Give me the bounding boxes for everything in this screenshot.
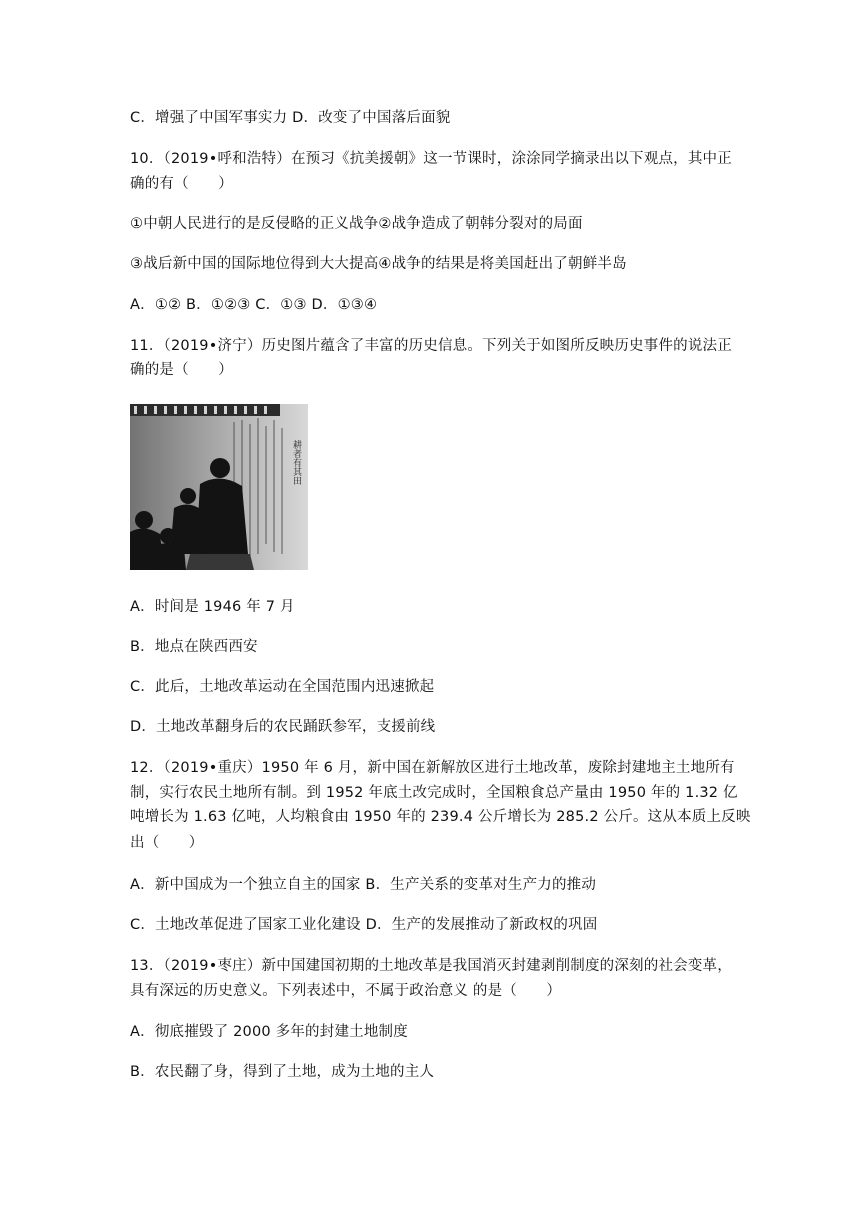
q10-stem-line-2: 确的有（ ） (130, 176, 233, 192)
q12-stem-line-2: 制，实行农民土地所有制。到 1952 年底土改完成时，全国粮食总产量由 1950 年的 1.32 亿 (130, 785, 738, 801)
q12-stem-line-3: 吨增长为 1.63 亿吨，人均粮食由 1950 年的 239.4 公斤增长为 285.2 公斤。这从本质上反映 (130, 809, 751, 825)
q10-statements-line-2: ③战后新中国的国际地位得到大大提高④战争的结果是将美国赶出了朝鲜半岛 (130, 256, 627, 272)
q10-options: A．①② B．①②③ C．①③ D．①③④ (130, 297, 378, 313)
q12-stem-line-4: 出（ ） (130, 835, 204, 851)
q11-stem-line-1: 11．（2019•济宁）历史图片蕴含了丰富的历史信息。下列关于如图所反映历史事件的说法正 (130, 338, 732, 354)
q11-option-d: D．土地改革翻身后的农民踊跃参军，支援前线 (130, 719, 436, 735)
q11-option-b: B．地点在陕西西安 (130, 639, 258, 655)
q12-options-cd: C．土地改革促进了国家工业化建设 D．生产的发展推动了新政权的巩固 (130, 917, 598, 933)
historical-land-reform-photo-icon (130, 404, 308, 570)
q11-stem-line-2: 确的是（ ） (130, 362, 233, 378)
q13-option-b: B．农民翻了身，得到了土地，成为土地的主人 (130, 1064, 435, 1080)
q12-stem-line-1: 12．（2019•重庆）1950 年 6 月，新中国在新解放区进行土地改革，废除封建地主土地所有 (130, 760, 735, 776)
q10-stem-line-1: 10．（2019•呼和浩特）在预习《抗美援朝》这一节课时，涂涂同学摘录出以下观点，其中正 (130, 151, 732, 167)
photo-banner-text: 耕者有其田 (291, 440, 301, 485)
q11-option-c: C．此后，土地改革运动在全国范围内迅速掀起 (130, 679, 435, 695)
q13-option-a: A．彻底摧毁了 2000 多年的封建土地制度 (130, 1024, 408, 1040)
q12-options-ab: A．新中国成为一个独立自主的国家 B．生产关系的变革对生产力的推动 (130, 877, 597, 893)
q11-option-a: A．时间是 1946 年 7 月 (130, 599, 295, 615)
q10-statements-line-1: ①中朝人民进行的是反侵略的正义战争②战争造成了朝韩分裂对的局面 (130, 216, 583, 232)
q9-options-cd: C．增强了中国军事实力 D．改变了中国落后面貌 (130, 110, 451, 126)
q13-stem-line-1: 13．（2019•枣庄）新中国建国初期的土地改革是我国消灭封建剥削制度的深刻的社会变革， (130, 958, 732, 974)
q13-stem-line-2: 具有深远的历史意义。下列表述中，不属于政治意义 的是（ ） (130, 983, 562, 999)
historical-photo (130, 404, 308, 570)
